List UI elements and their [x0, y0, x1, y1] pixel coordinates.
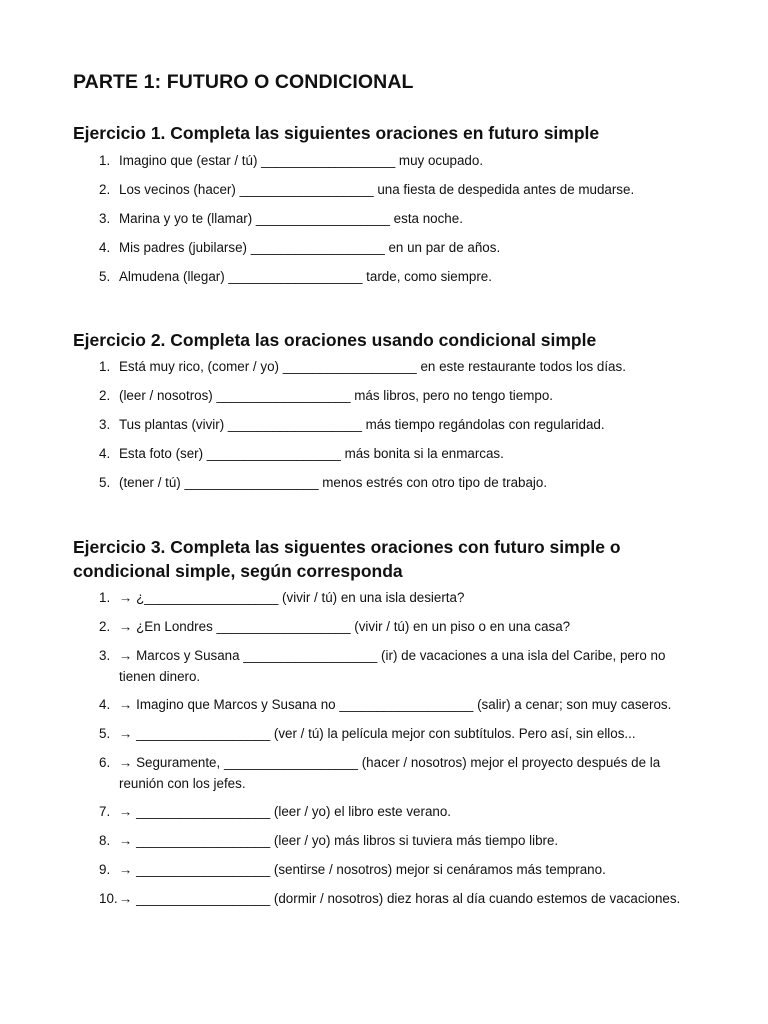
item-text: Mis padres (jubilarse) __________________ en un par de años.: [119, 240, 501, 255]
item-number: 3.: [99, 648, 111, 663]
item-number: 5.: [99, 269, 111, 284]
item-text: → __________________ (dormir / nosotros) diez horas al día cuando estemos de vacaciones.: [119, 891, 681, 906]
item-number: 3.: [99, 211, 111, 226]
exercise-1-title: Ejercicio 1. Completa las siguientes oraciones en futuro simple: [73, 123, 600, 143]
item-number: 8.: [99, 833, 111, 848]
item-text: (tener / tú) __________________ menos estrés con otro tipo de trabajo.: [119, 475, 548, 490]
item-text: → Imagino que Marcos y Susana no __________________ (salir) a cenar; son muy caseros.: [119, 697, 672, 712]
item-number: 5.: [99, 475, 111, 490]
item-number: 9.: [99, 862, 111, 877]
item-text: Imagino que (estar / tú) __________________ muy ocupado.: [119, 153, 484, 168]
item-text: Los vecinos (hacer) __________________ una fiesta de despedida antes de mudarse.: [119, 182, 635, 197]
item-text: Almudena (llegar) __________________ tarde, como siempre.: [119, 269, 492, 284]
item-text: → __________________ (leer / yo) más libros si tuviera más tiempo libre.: [119, 833, 559, 848]
item-text: (leer / nosotros) __________________ más libros, pero no tengo tiempo.: [119, 388, 553, 403]
item-text: → __________________ (sentirse / nosotros) mejor si cenáramos más temprano.: [119, 862, 606, 877]
item-number: 1.: [99, 590, 111, 605]
item-text: Esta foto (ser) __________________ más bonita si la enmarcas.: [119, 446, 504, 461]
item-number: 2.: [99, 388, 111, 403]
item-text: Está muy rico, (comer / yo) __________________ en este restaurante todos los días.: [119, 359, 626, 374]
item-number: 1.: [99, 359, 111, 374]
item-text: → __________________ (ver / tú) la película mejor con subtítulos. Pero así, sin ellos...: [119, 726, 636, 741]
item-number: 6.: [99, 755, 111, 770]
item-text: → Seguramente, __________________ (hacer / nosotros) mejor el proyecto después de la reunión con los jefes.: [119, 755, 661, 791]
item-number: 5.: [99, 726, 111, 741]
item-text: → ¿En Londres __________________ (vivir / tú) en un piso o en una casa?: [119, 619, 571, 634]
part-title: PARTE 1: FUTURO O CONDICIONAL: [73, 71, 414, 93]
item-text: → Marcos y Susana __________________ (ir) de vacaciones a una isla del Caribe, pero no tienen dinero.: [119, 648, 666, 684]
item-text: Tus plantas (vivir) __________________ más tiempo regándolas con regularidad.: [119, 417, 605, 432]
exercise-2-title: Ejercicio 2. Completa las oraciones usando condicional simple: [73, 330, 597, 350]
item-number: 10.: [99, 891, 118, 906]
item-number: 4.: [99, 446, 111, 461]
item-text: → ¿__________________ (vivir / tú) en una isla desierta?: [119, 590, 465, 605]
item-text: Marina y yo te (llamar) __________________ esta noche.: [119, 211, 463, 226]
item-number: 4.: [99, 240, 111, 255]
item-number: 7.: [99, 804, 111, 819]
item-number: 2.: [99, 182, 111, 197]
item-number: 3.: [99, 417, 111, 432]
item-text: → __________________ (leer / yo) el libro este verano.: [119, 804, 452, 819]
item-number: 2.: [99, 619, 111, 634]
exercise-3-title: Ejercicio 3. Completa las siguentes oraciones con futuro simple o condicional simple, según corresponda: [73, 537, 621, 581]
item-number: 1.: [99, 153, 111, 168]
item-number: 4.: [99, 697, 111, 712]
